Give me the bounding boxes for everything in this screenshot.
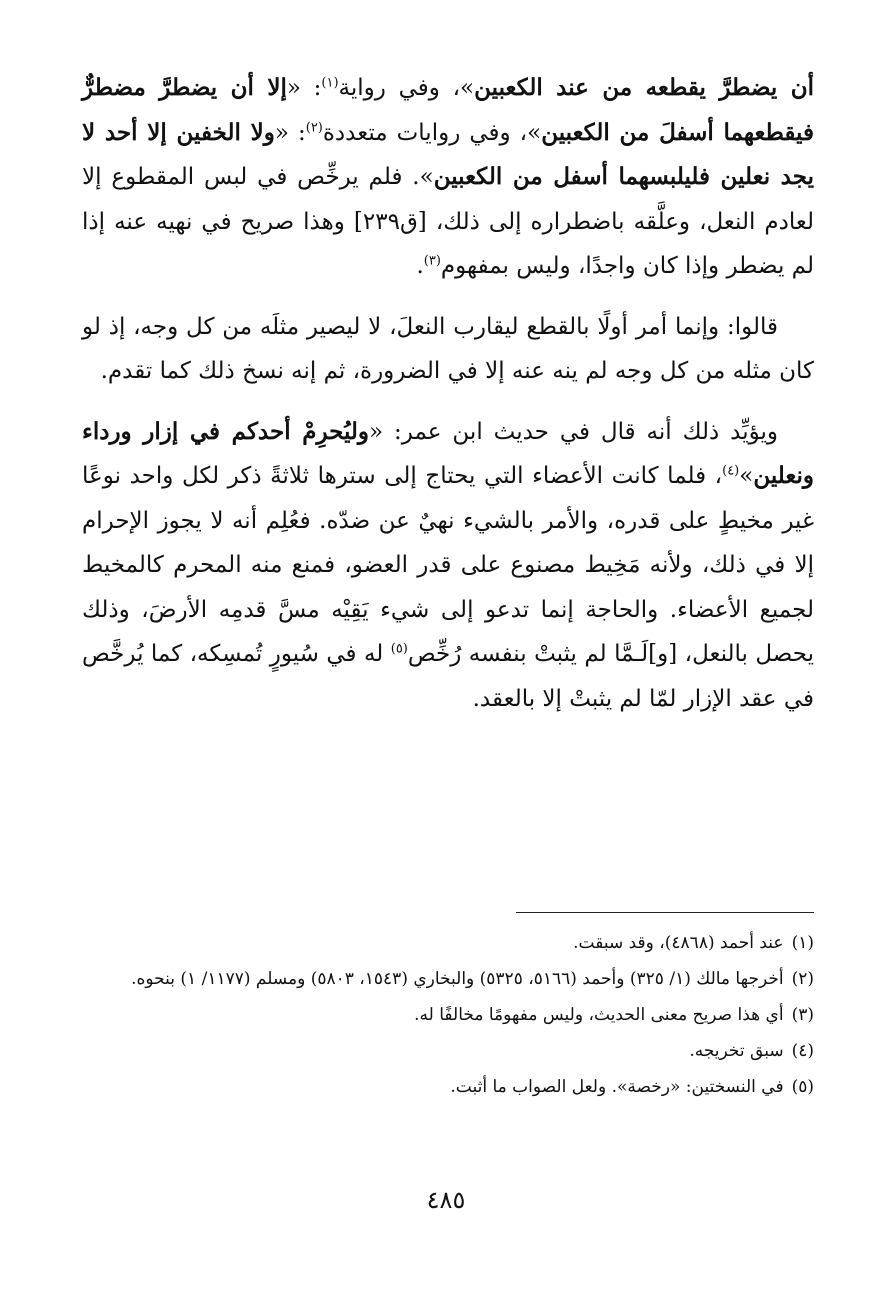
text-run: : « [286, 75, 322, 101]
footnote-divider [516, 912, 814, 913]
footnote-text: في النسختين: «رخصة». ولعل الصواب ما أثبت. [450, 1077, 784, 1097]
footnote-number: (٥) [791, 1077, 814, 1097]
footnote-5 [82, 1069, 814, 1105]
footnote-text: أخرجها مالك (١/ ٣٢٥) وأحمد (٥١٦٦، ٥٣٢٥) والبخاري (١٥٤٣، ٥٨٠٣) ومسلم (١١٧٧/ ١) بنحوه. [131, 969, 784, 989]
hadith-quote: إلا أن يضطرَّ مضطرٌّ فيقطعهما أسفلَ من الكعبين [82, 74, 814, 146]
page-number: ٤٨٥ [426, 1186, 466, 1214]
footnotes [82, 925, 814, 1105]
footnote-text: سبق تخريجه. [689, 1041, 784, 1061]
footnote-text: أي هذا صريح معنى الحديث، وليس مفهومًا مخالفًا له. [414, 1005, 784, 1025]
text-run: له في سُيورٍ تُمسِكه، كما يُرخَّص في عقد الإزار لمّا لم يثبتْ إلا بالعقد. [82, 641, 814, 712]
footnote-4 [82, 1033, 814, 1069]
footnote-2 [82, 961, 814, 997]
text-run: »، وفي رواية [338, 75, 475, 101]
footnote-ref-2[interactable]: (٢) [305, 119, 323, 135]
footnote-1 [82, 925, 814, 961]
footnote-number: (٣) [791, 1005, 814, 1025]
paragraph-2: قالوا: وإنما أمر أولًا بالقطع ليقارب النعلَ، لا ليصير مثلَه من كل وجه، إذ لو كان مثله من كل وجه لم ينه عنه إلا في الضرورة، ثم إنه نسخ ذلك كما تقدم. [82, 313, 814, 384]
main-text [82, 66, 814, 721]
hadith-quote: ولا الخفين إلا أحد لا يجد نعلين فليلبسهما أسفل من الكعبين [82, 118, 814, 190]
footnote-number: (١) [791, 933, 814, 953]
text-run: ». فلم يرخِّص في لبس المقطوع إلا لعادم النعل، وعلَّقه باضطراره إلى ذلك، [ق٢٣٩] وهذا صريح في نهيه عنه إذا لم يضطر وإذا كان واجدًا، وليس بمفهوم [82, 164, 815, 279]
hadith-quote: أن يضطرَّ يقطعه من عند الكعبين [474, 74, 814, 101]
text-run: » [739, 463, 754, 489]
footnote-ref-1[interactable]: (١) [321, 75, 339, 91]
footnote-ref-3[interactable]: (٣) [423, 253, 441, 269]
footnote-number: (٢) [791, 969, 814, 989]
footnote-3 [82, 997, 814, 1033]
text-run: ويؤيِّد ذلك أنه قال في حديث ابن عمر: « [369, 418, 778, 445]
text-run: . [416, 253, 424, 279]
footnote-text: عند أحمد (٤٨٦٨)، وقد سبقت. [573, 933, 784, 953]
text-run: »، وفي روايات متعددة [322, 119, 542, 146]
text-run: ، فلما كانت الأعضاء التي يحتاج إلى سترها ثلاثةً ذكر لكل واحد نوعًا غير مخيطٍ على قدره، والأمر بالشيء نهيٌ عن ضدّه. فعُلِم أنه لا يجوز الإحرام إلا في ذلك، ولأنه مَخِيط مصنوع على قدر العضو، فمنع منه المحرم كالمخيط لجميع الأعضاء. والحاجة إنما تدعو إلى شيء يَقِيْه مسَّ قدمِه الأرضَ، وذلك يحصل بالنعل، [و]لَـمَّا لم يثبتْ بنفسه رُخِّص [82, 463, 815, 667]
paragraph-1 [82, 66, 814, 289]
footnote-number: (٤) [791, 1041, 814, 1061]
paragraph-3 [82, 410, 814, 722]
text-run: : « [274, 119, 306, 146]
footnote-ref-5[interactable]: (٥) [390, 641, 408, 657]
hadith-quote: وليُحرِمْ أحدكم في إزار ورداء ونعلين [82, 417, 814, 489]
footnote-ref-4[interactable]: (٤) [722, 463, 740, 479]
